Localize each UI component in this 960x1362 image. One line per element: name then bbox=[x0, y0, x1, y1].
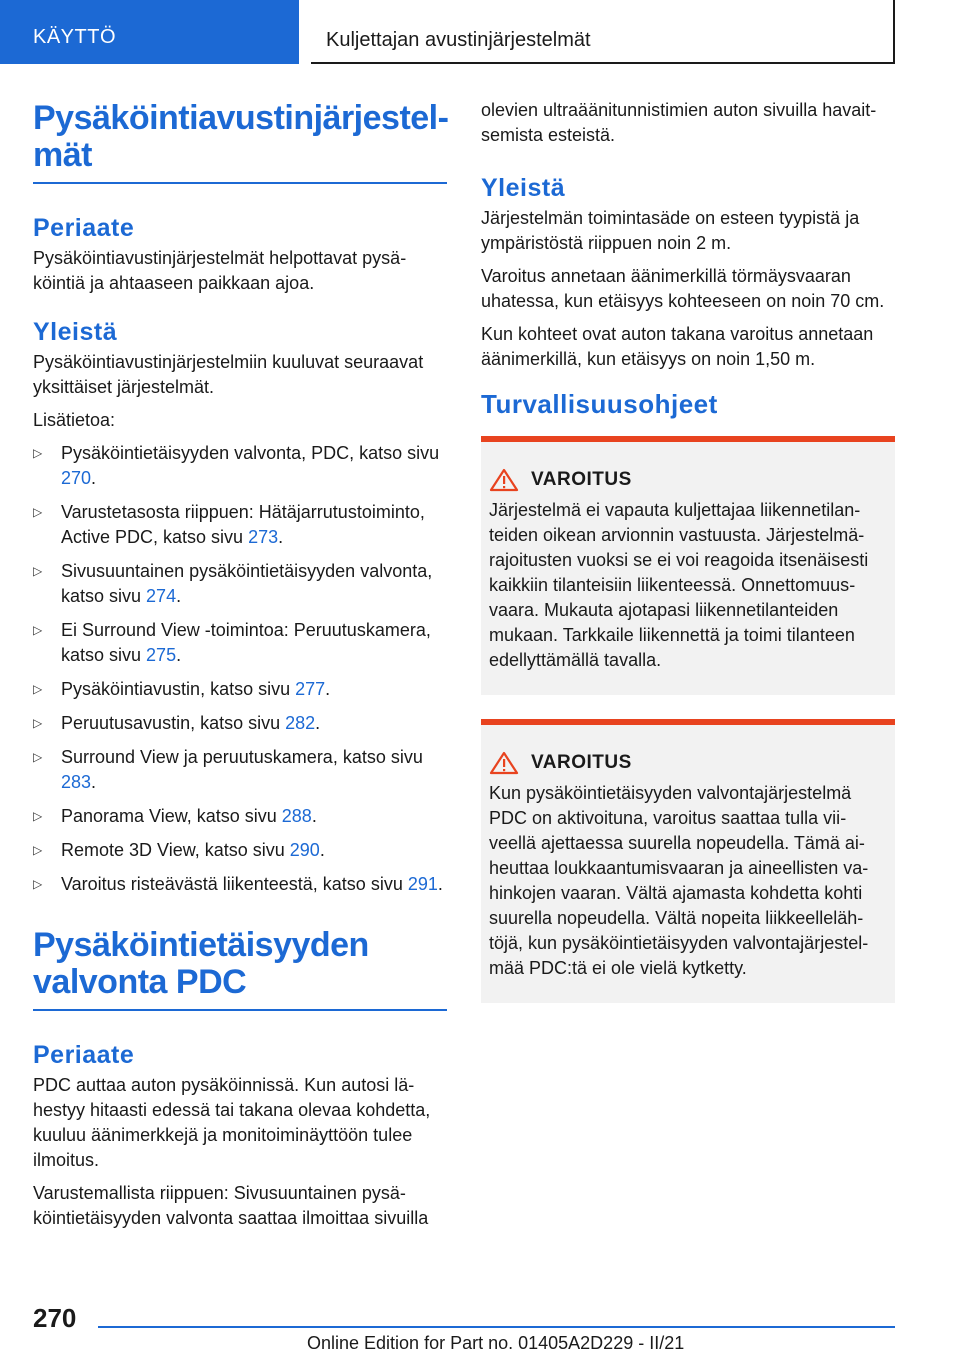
page-link[interactable]: 291 bbox=[407, 874, 438, 894]
list-item-text: Panorama View, katso sivu bbox=[61, 806, 282, 826]
list-item: ▷ Varoitus risteävästä liikenteestä, katso sivu 291. bbox=[33, 872, 447, 897]
list-item: ▷ Panorama View, katso sivu 288. bbox=[33, 804, 447, 829]
footer-edition: Online Edition for Part no. 01405A2D229 - II/21 bbox=[307, 1333, 685, 1353]
warning-title: VAROITUS bbox=[531, 469, 632, 490]
list-item-text: Ei Surround View ‑toimintoa: Peruutuskamera, katso sivu bbox=[61, 620, 431, 665]
list-item: ▷ Surround View ja peruutuskamera, katso sivu 283. bbox=[33, 747, 423, 792]
page-number: 270 bbox=[33, 1303, 77, 1333]
header-section-label: KÄYTTÖ bbox=[33, 26, 117, 48]
section-heading-periaate: Periaate bbox=[33, 214, 135, 242]
section-text: Kun kohteet ovat auton takana varoitus annetaan äänimerkillä, kun etäisyys on noin 1,50 m. bbox=[481, 324, 874, 369]
page-title: Pysäköintiavustinjärjestelmät bbox=[33, 100, 447, 184]
section-text: Varustemallista riippuen: Sivusuuntainen pysäköintietäisyyden valvonta saattaa ilmoittaa sivuilla bbox=[33, 1183, 429, 1228]
warning-box bbox=[481, 719, 895, 1003]
page-link[interactable]: 274 bbox=[146, 586, 177, 606]
list-item: ▷ Peruutusavustin, katso sivu 282. bbox=[33, 711, 447, 736]
list-item-text: Sivusuuntainen pysäköintietäisyyden valvonta, katso sivu bbox=[61, 561, 433, 606]
page-link[interactable]: 277 bbox=[295, 679, 326, 699]
left-column bbox=[33, 100, 447, 1239]
warning-title: VAROITUS bbox=[531, 752, 632, 773]
list-item-text: Pysäköintietäisyyden valvonta, PDC, katso sivu bbox=[61, 443, 440, 463]
more-info-label: Lisätietoa: bbox=[33, 410, 116, 430]
safety-heading: Turvallisuusohjeet bbox=[481, 389, 718, 419]
page-link[interactable]: 290 bbox=[289, 840, 320, 860]
header-section-tab bbox=[0, 0, 299, 64]
section-text: PDC auttaa auton pysäköinnissä. Kun autosi lähestyy hitaasti edessä tai takana olevaa kohdetta, kuuluu äänimerkkejä ja monitoiminäyttöön tulee ilmoitus. bbox=[33, 1075, 431, 1170]
triangle-bullet-icon: ▷ bbox=[33, 809, 43, 823]
header-chapter-tab bbox=[311, 0, 895, 64]
list-item: ▷ Sivusuuntainen pysäköintietäisyyden valvonta, katso sivu 274. bbox=[33, 561, 433, 606]
section-heading-yleista: Yleistä bbox=[33, 318, 118, 346]
triangle-bullet-icon: ▷ bbox=[33, 877, 43, 891]
page-link[interactable]: 288 bbox=[281, 806, 312, 826]
warning-triangle-icon bbox=[489, 751, 519, 775]
triangle-bullet-icon: ▷ bbox=[33, 843, 43, 857]
list-item: ▷ Varustetasosta riippuen: Hätäjarrutustoiminto, Active PDC, katso sivu 273. bbox=[33, 502, 425, 547]
list-item-text: Pysäköintiavustin, katso sivu bbox=[61, 679, 296, 699]
continued-text: olevien ultraäänitunnistimien auton sivuilla havaitsemista esteistä. bbox=[481, 100, 877, 145]
list-item-text: Surround View ja peruutuskamera, katso sivu bbox=[61, 747, 423, 767]
system-list bbox=[33, 441, 447, 897]
warning-triangle-icon bbox=[489, 468, 519, 492]
page-link[interactable]: 270 bbox=[61, 468, 92, 488]
header-chapter-label: Kuljettajan avustinjärjestelmät bbox=[326, 29, 591, 51]
list-item: ▷ Pysäköintiavustin, katso sivu 277. bbox=[33, 677, 447, 702]
warning-text: Järjestelmä ei vapauta kuljettajaa liikennetilanteiden oikean arvionnin vastuusta. Järjestelmärajoitusten vuoksi se ei voi reagoida itsenäisesti kaikkiin tilanteisiin liikenteessä. Onnettomuusvaara. Mukauta ajotapasi liikennetilanteiden mukaan. Tarkkaile liikennettä ja toimi tilanteen edellyttämällä tavalla. bbox=[489, 500, 869, 670]
pdc-title: Pysäköintietäisyyden valvonta PDC bbox=[33, 927, 447, 1011]
footer-divider bbox=[98, 1326, 895, 1328]
warning-box bbox=[481, 436, 895, 695]
triangle-bullet-icon: ▷ bbox=[33, 682, 43, 696]
section-heading-yleista-pdc: Yleistä bbox=[481, 174, 566, 202]
triangle-bullet-icon: ▷ bbox=[33, 505, 43, 519]
list-item-text: Varustetasosta riippuen: Hätäjarrutustoiminto, Active PDC, katso sivu bbox=[61, 502, 425, 547]
triangle-bullet-icon: ▷ bbox=[33, 716, 43, 730]
section-heading-periaate-pdc: Periaate bbox=[33, 1041, 135, 1069]
page-link[interactable]: 283 bbox=[61, 772, 92, 792]
list-item: ▷ Pysäköintietäisyyden valvonta, PDC, katso sivu 270. bbox=[33, 443, 440, 488]
list-item: ▷ Remote 3D View, katso sivu 290. bbox=[33, 838, 447, 863]
section-text: Pysäköintiavustinjärjestelmät helpottavat pysäköintiä ja ahtaaseen paikkaan ajoa. bbox=[33, 248, 407, 293]
right-column bbox=[481, 98, 895, 1015]
list-item-text: Remote 3D View, katso sivu bbox=[61, 840, 290, 860]
triangle-bullet-icon: ▷ bbox=[33, 564, 43, 578]
list-item-text: Varoitus risteävästä liikenteestä, katso sivu bbox=[61, 874, 408, 894]
page-link[interactable]: 275 bbox=[146, 645, 177, 665]
section-text: Pysäköintiavustinjärjestelmiin kuuluvat seuraavat yksittäiset järjestelmät. bbox=[33, 352, 424, 397]
list-item: ▷ Ei Surround View ‑toimintoa: Peruutuskamera, katso sivu 275. bbox=[33, 620, 431, 665]
section-text: Varoitus annetaan äänimerkillä törmäysvaaran uhatessa, kun etäisyys kohteeseen on noin 70 cm. bbox=[481, 266, 885, 311]
triangle-bullet-icon: ▷ bbox=[33, 623, 43, 637]
warning-text: Kun pysäköintietäisyyden valvontajärjestelmä PDC on aktivoituna, varoitus saattaa tulla viiveellä ajettaessa suurella nopeudella. Tämä aiheuttaa loukkaantumisvaaran ja aineellisten vahinkojen vaaran. Vältä ajamasta kohdetta kohti suurella nopeudella. Vältä nopeita liikkeellelähtöjä, kun pysäköintietäisyyden valvontajärjestelmää PDC:tä ei ole vielä kytketty. bbox=[489, 783, 869, 978]
section-text: Järjestelmän toimintasäde on esteen tyypistä ja ympäristöstä riippuen noin 2 m. bbox=[481, 208, 860, 253]
page-link[interactable]: 282 bbox=[285, 713, 316, 733]
triangle-bullet-icon: ▷ bbox=[33, 750, 43, 764]
triangle-bullet-icon: ▷ bbox=[33, 446, 43, 460]
page-link[interactable]: 273 bbox=[248, 527, 279, 547]
list-item-text: Peruutusavustin, katso sivu bbox=[61, 713, 286, 733]
